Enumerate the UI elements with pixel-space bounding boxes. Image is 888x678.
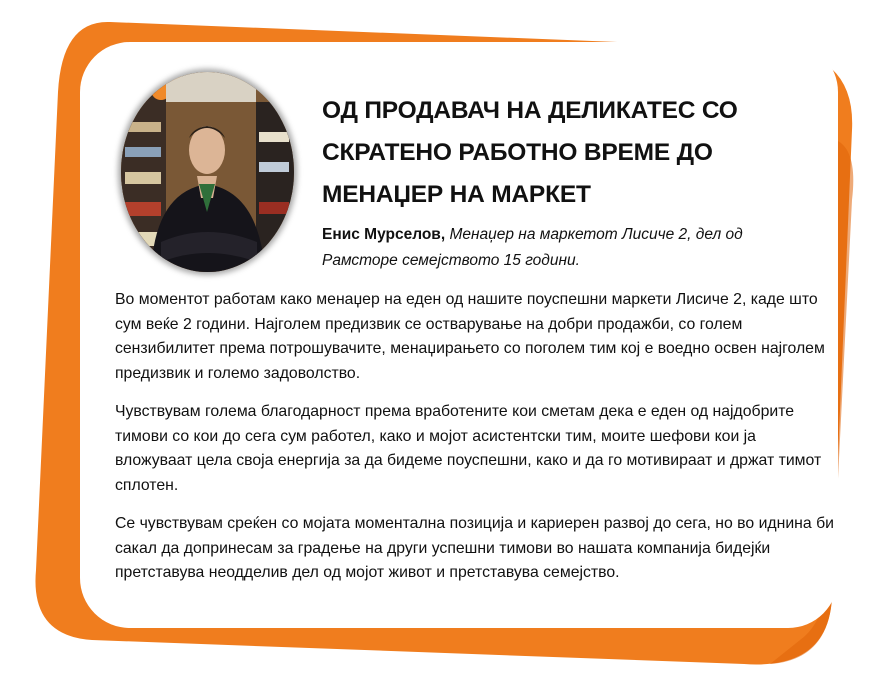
paragraph: Чувствувам голема благодарност према вработените кои сметам дека е еден од најдобрите тимови со кои до сега сум работел, како и мојот асистентски тим, моите шефови кои ја вложуваат цела своја енергија за да бидеме поуспешни, како и да го мотивираат и држат тимот сплотен.: [115, 403, 822, 494]
article-body: [115, 288, 837, 600]
author-name: Енис Мурселов,: [322, 226, 446, 243]
byline: [322, 222, 802, 274]
title-line: СКРАТЕНО РАБОТНО ВРЕМЕ ДО: [322, 139, 713, 166]
title-line: ОД ПРОДАВАЧ НА ДЕЛИКАТЕС СО: [322, 97, 738, 124]
portrait-illustration: [121, 72, 294, 272]
title-line: МЕНАЏЕР НА МАРКЕТ: [322, 181, 591, 208]
author-role: Менаџер на маркетот Лисиче 2, дел од Рамсторе семејството 15 години.: [322, 226, 743, 269]
portrait-photo: [121, 72, 294, 272]
article-title: [322, 90, 842, 216]
paragraph: Во моментот работам како менаџер на еден од нашите поуспешни маркети Лисиче 2, каде што сум веќе 2 години. Најголем предизвик се остварување на добри продажби, со голем сензибилитет према потрошувачите, менаџирањето со поголем тим кој е воедно освен најголем предизвик и големо задоволство.: [115, 291, 825, 382]
paragraph: Се чувствувам среќен со мојата моментална позиција и кариерен развој до сега, но во иднина би сакал да допринесам за градење на други успешни тимови во нашата компанија бидејќи претставува неодделив дел од мојот живот и претставува семејство.: [115, 515, 834, 581]
